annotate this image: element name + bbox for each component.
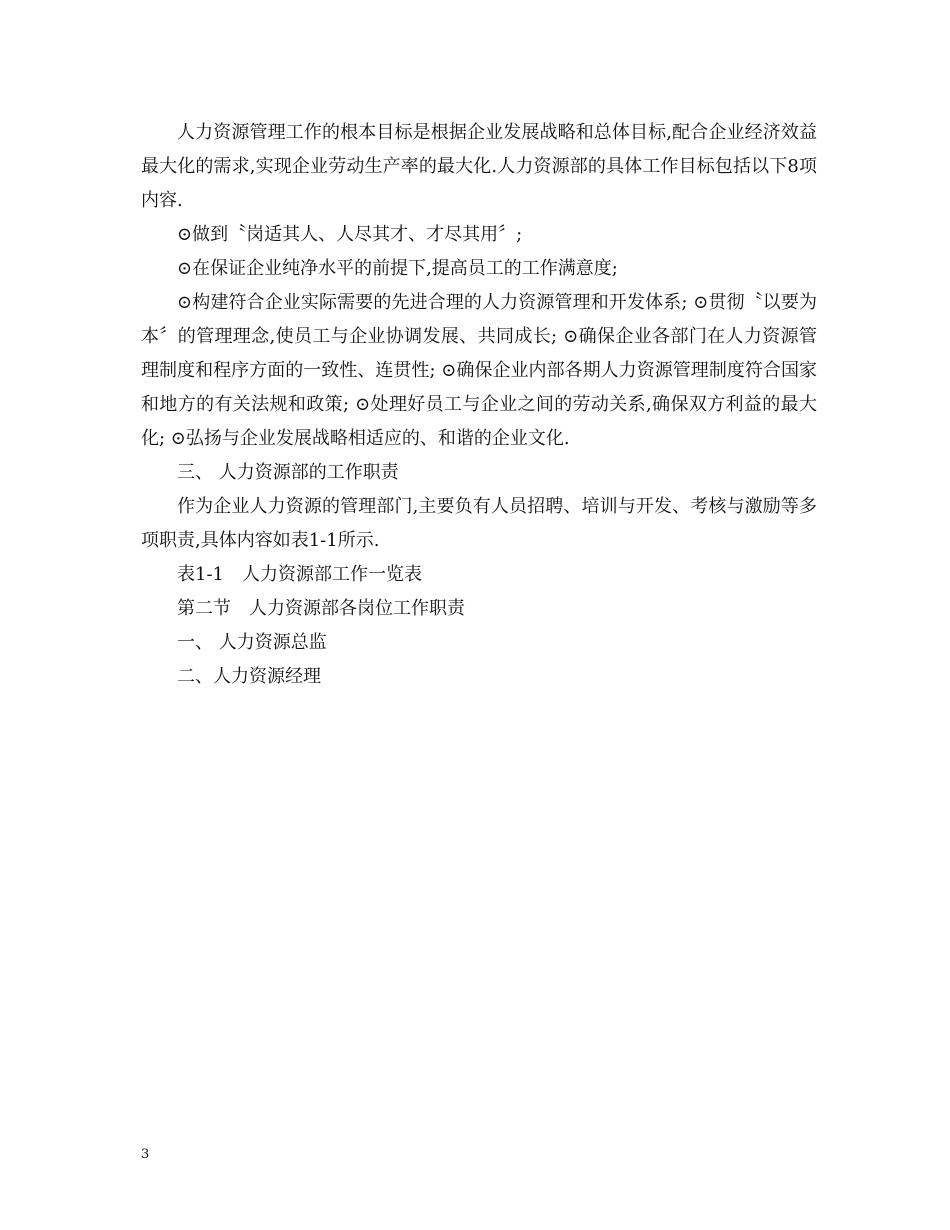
paragraph-goal-intro: 人力资源管理工作的根本目标是根据企业发展战略和总体目标,配合企业经济效益最大化的需求,实现企业劳动生产率的最大化.人力资源部的具体工作目标包括以下8项内容. bbox=[141, 122, 817, 211]
subheading-hr-manager: 二、人力资源经理 bbox=[177, 666, 321, 687]
section-heading-duties: 三、 人力资源部的工作职责 bbox=[177, 462, 399, 483]
subheading-hr-director: 一、 人力资源总监 bbox=[177, 632, 327, 653]
paragraph-goal-items-3-8: ⊙构建符合企业实际需要的先进合理的人力资源管理和开发体系; ⊙贯彻〝以要为本〞的管理理念,使员工与企业协调发展、共同成长; ⊙确保企业各部门在人力资源管理制度和程序方面的一致性、连贯性; ⊙确保企业内部各期人力资源管理制度符合国家和地方的有关法规和政策; ⊙处理好员工与企业之间的劳动关系,确保双方利益的最大化; ⊙弘扬与企业发展战略相适应的、和谐的企业文化. bbox=[141, 292, 817, 449]
paragraph-goal-item-1: ⊙做到〝岗适其人、人尽其才、才尽其用〞; bbox=[177, 224, 523, 245]
page-number: 3 bbox=[141, 1147, 150, 1162]
paragraph-goal-item-2: ⊙在保证企业纯净水平的前提下,提高员工的工作满意度; bbox=[177, 258, 618, 279]
section-heading-positions: 第二节 人力资源部各岗位工作职责 bbox=[177, 598, 465, 619]
table-caption: 表1-1 人力资源部工作一览表 bbox=[177, 564, 422, 585]
document-body bbox=[141, 116, 817, 694]
paragraph-duties-intro: 作为企业人力资源的管理部门,主要负有人员招聘、培训与开发、考核与激励等多项职责,具体内容如表1-1所示. bbox=[141, 496, 817, 551]
